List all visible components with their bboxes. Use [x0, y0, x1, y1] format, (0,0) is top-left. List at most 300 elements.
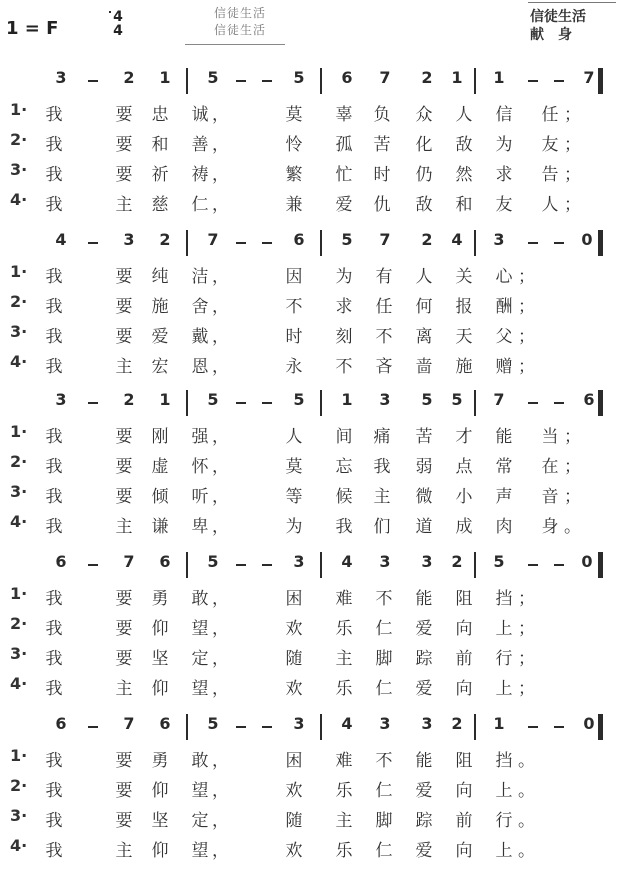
lyric-syllable: 我 [45, 589, 63, 609]
lyric-syllable: 祷 [191, 165, 209, 185]
note: 4 [341, 552, 353, 571]
lyric-syllable: 吝 [375, 357, 393, 377]
lyric-syllable: 莫 [285, 457, 303, 477]
lyric-syllable: 为 [285, 517, 303, 537]
sustain-dash [554, 726, 564, 728]
lyric-syllable: 告 [541, 165, 559, 185]
punctuation: ， [212, 649, 229, 669]
lyric-syllable: 为 [335, 267, 353, 287]
note: 6 [55, 714, 67, 733]
lyric-syllable: 要 [115, 105, 133, 125]
lyric-syllable: 欢 [285, 679, 303, 699]
lyric-syllable: 我 [45, 751, 63, 771]
barline [598, 390, 603, 416]
note: 4 [451, 230, 463, 249]
note: 2 [123, 68, 135, 87]
barline [474, 552, 476, 578]
lyric-syllable: 主 [115, 357, 133, 377]
punctuation: 。 [518, 811, 535, 831]
sustain-dash [554, 242, 564, 244]
lyric-syllable: 爱 [151, 327, 169, 347]
lyric-syllable: 身 [541, 517, 559, 537]
lyric-row [0, 292, 625, 316]
punctuation: ； [518, 619, 535, 639]
note: 4 [55, 230, 67, 249]
lyric-syllable: 们 [373, 517, 391, 537]
lyric-syllable: 欢 [285, 619, 303, 639]
lyric-syllable: 要 [115, 487, 133, 507]
lyric-syllable: 任 [375, 297, 393, 317]
punctuation: ， [212, 841, 229, 861]
lyric-syllable: 向 [455, 679, 473, 699]
lyric-syllable: 能 [415, 751, 433, 771]
lyric-syllable: 才 [455, 427, 473, 447]
lyric-syllable: 踪 [415, 649, 433, 669]
lyric-row [0, 452, 625, 476]
note: 3 [379, 390, 391, 409]
lyric-syllable: 要 [115, 811, 133, 831]
lyric-syllable: 行 [495, 649, 513, 669]
lyric-syllable: 随 [285, 649, 303, 669]
lyric-syllable: 和 [151, 135, 169, 155]
note: 5 [207, 552, 219, 571]
lyric-syllable: 主 [335, 811, 353, 831]
note: 5 [341, 230, 353, 249]
lyric-syllable: 友 [495, 195, 513, 215]
note: 3 [421, 714, 433, 733]
verse-number: 1· [10, 422, 28, 441]
lyric-syllable: 行 [495, 811, 513, 831]
lyric-syllable: 我 [373, 457, 391, 477]
lyric-syllable: 刻 [335, 327, 353, 347]
barline [186, 230, 188, 256]
lyric-syllable: 爱 [415, 679, 433, 699]
punctuation: ； [518, 679, 535, 699]
lyric-syllable: 天 [455, 327, 473, 347]
punctuation: ， [212, 297, 229, 317]
lyric-syllable: 父 [495, 327, 513, 347]
note: 7 [123, 552, 135, 571]
note: 6 [341, 68, 353, 87]
sustain-dash [262, 402, 272, 404]
lyric-syllable: 微 [415, 487, 433, 507]
punctuation: ， [212, 457, 229, 477]
sustain-dash [88, 80, 98, 82]
note: 7 [379, 230, 391, 249]
lyric-syllable: 弱 [415, 457, 433, 477]
note: 1 [341, 390, 353, 409]
punctuation: ； [564, 457, 581, 477]
note: 1 [451, 68, 463, 87]
lyric-syllable: 勇 [151, 751, 169, 771]
lyric-row [0, 482, 625, 506]
lyric-syllable: 望 [191, 781, 209, 801]
lyric-syllable: 要 [115, 327, 133, 347]
punctuation: ， [212, 357, 229, 377]
lyric-syllable: 怀 [191, 457, 209, 477]
punctuation: ， [212, 427, 229, 447]
lyric-syllable: 我 [45, 427, 63, 447]
sustain-dash [236, 564, 246, 566]
lyric-syllable: 我 [45, 457, 63, 477]
attribution-topic: 献 身 [530, 27, 572, 43]
lyric-syllable: 慈 [151, 195, 169, 215]
lyric-syllable: 时 [285, 327, 303, 347]
note: 4 [341, 714, 353, 733]
lyric-syllable: 乐 [335, 619, 353, 639]
lyric-row [0, 422, 625, 446]
lyric-syllable: 孤 [335, 135, 353, 155]
barline [474, 68, 476, 94]
lyric-syllable: 辜 [335, 105, 353, 125]
lyric-syllable: 不 [285, 297, 303, 317]
lyric-syllable: 我 [45, 517, 63, 537]
verse-number: 4· [10, 512, 28, 531]
lyric-syllable: 繁 [285, 165, 303, 185]
lyric-syllable: 诚 [191, 105, 209, 125]
lyric-syllable: 主 [373, 487, 391, 507]
time-signature [109, 10, 127, 38]
lyric-syllable: 心 [495, 267, 513, 287]
barline [598, 552, 603, 578]
lyric-syllable: 众 [415, 105, 433, 125]
sustain-dash [88, 242, 98, 244]
lyric-syllable: 我 [45, 267, 63, 287]
note: 5 [493, 552, 505, 571]
punctuation: ； [518, 649, 535, 669]
lyric-syllable: 为 [495, 135, 513, 155]
punctuation: ， [212, 267, 229, 287]
note: 1 [159, 68, 171, 87]
lyric-syllable: 我 [45, 135, 63, 155]
lyric-syllable: 主 [115, 841, 133, 861]
lyric-syllable: 虚 [151, 457, 169, 477]
lyric-syllable: 阻 [455, 589, 473, 609]
punctuation: ； [564, 105, 581, 125]
lyric-syllable: 痛 [373, 427, 391, 447]
lyric-syllable: 忠 [151, 105, 169, 125]
lyric-syllable: 不 [375, 589, 393, 609]
sustain-dash [262, 242, 272, 244]
lyric-syllable: 怜 [285, 135, 303, 155]
note: 6 [55, 552, 67, 571]
lyric-row [0, 644, 625, 668]
note: 3 [55, 390, 67, 409]
punctuation: ， [212, 679, 229, 699]
note: 3 [379, 552, 391, 571]
lyric-syllable: 踪 [415, 811, 433, 831]
lyric-syllable: 主 [115, 517, 133, 537]
barline [320, 68, 322, 94]
lyric-syllable: 要 [115, 619, 133, 639]
lyric-syllable: 敌 [415, 195, 433, 215]
note: 5 [207, 714, 219, 733]
lyric-syllable: 向 [455, 841, 473, 861]
lyric-syllable: 听 [191, 487, 209, 507]
lyric-syllable: 挡 [495, 589, 513, 609]
lyric-syllable: 人 [285, 427, 303, 447]
lyric-syllable: 仁 [375, 679, 393, 699]
lyric-syllable: 求 [335, 297, 353, 317]
barline [474, 230, 476, 256]
verse-number: 4· [10, 352, 28, 371]
sustain-dash [528, 564, 538, 566]
barline [186, 714, 188, 740]
notes-row [0, 390, 625, 416]
punctuation: ， [212, 487, 229, 507]
lyric-row [0, 130, 625, 154]
verse-number: 3· [10, 806, 28, 825]
lyric-syllable: 仁 [191, 195, 209, 215]
lyric-syllable: 倾 [151, 487, 169, 507]
lyric-syllable: 我 [335, 517, 353, 537]
punctuation: ； [518, 267, 535, 287]
note: 2 [123, 390, 135, 409]
lyric-syllable: 宏 [151, 357, 169, 377]
punctuation: ， [212, 811, 229, 831]
punctuation: ， [212, 165, 229, 185]
lyric-syllable: 仁 [375, 619, 393, 639]
lyric-syllable: 报 [455, 297, 473, 317]
lyric-syllable: 纯 [151, 267, 169, 287]
lyric-syllable: 定 [191, 649, 209, 669]
lyric-syllable: 仰 [151, 619, 169, 639]
notes-row [0, 552, 625, 578]
punctuation: 。 [518, 751, 535, 771]
verse-number: 4· [10, 836, 28, 855]
lyric-syllable: 爱 [335, 195, 353, 215]
barline [598, 68, 603, 94]
lyric-row [0, 746, 625, 770]
sustain-dash [262, 726, 272, 728]
note: 3 [55, 68, 67, 87]
lyric-syllable: 要 [115, 165, 133, 185]
sustain-dash [554, 564, 564, 566]
lyric-syllable: 望 [191, 841, 209, 861]
punctuation: ， [212, 751, 229, 771]
key-signature: 1 = F [6, 18, 59, 39]
lyric-row [0, 674, 625, 698]
note: 5 [421, 390, 433, 409]
lyric-syllable: 人 [541, 195, 559, 215]
lyric-syllable: 要 [115, 457, 133, 477]
note: 3 [421, 552, 433, 571]
lyric-syllable: 时 [373, 165, 391, 185]
lyric-syllable: 不 [335, 357, 353, 377]
lyric-syllable: 要 [115, 297, 133, 317]
note: 0 [583, 714, 595, 733]
lyric-syllable: 我 [45, 619, 63, 639]
note: 2 [159, 230, 171, 249]
lyric-syllable: 化 [415, 135, 433, 155]
lyric-syllable: 人 [455, 105, 473, 125]
lyric-syllable: 友 [541, 135, 559, 155]
punctuation: ， [212, 619, 229, 639]
note: 3 [293, 714, 305, 733]
verse-number: 1· [10, 100, 28, 119]
lyric-syllable: 永 [285, 357, 303, 377]
punctuation: ， [212, 195, 229, 215]
lyric-syllable: 向 [455, 619, 473, 639]
lyric-syllable: 主 [335, 649, 353, 669]
lyric-row [0, 836, 625, 860]
lyric-syllable: 爱 [415, 781, 433, 801]
note: 1 [493, 68, 505, 87]
lyric-syllable: 爱 [415, 619, 433, 639]
note: 6 [159, 552, 171, 571]
note: 3 [293, 552, 305, 571]
lyric-syllable: 当 [541, 427, 559, 447]
lyric-syllable: 肉 [495, 517, 513, 537]
sustain-dash [528, 402, 538, 404]
verse-number: 2· [10, 776, 28, 795]
punctuation: ； [518, 297, 535, 317]
sustain-dash [236, 80, 246, 82]
note: 7 [379, 68, 391, 87]
note: 3 [379, 714, 391, 733]
lyric-syllable: 强 [191, 427, 209, 447]
barline [598, 714, 603, 740]
lyric-syllable: 乐 [335, 679, 353, 699]
lyric-syllable: 仍 [415, 165, 433, 185]
verse-number: 4· [10, 190, 28, 209]
punctuation: ， [212, 327, 229, 347]
lyric-syllable: 信 [495, 105, 513, 125]
barline [474, 714, 476, 740]
lyric-syllable: 爱 [415, 841, 433, 861]
lyric-syllable: 谦 [151, 517, 169, 537]
title-rule [185, 44, 285, 45]
lyric-syllable: 我 [45, 327, 63, 347]
verse-number: 1· [10, 584, 28, 603]
lyric-row [0, 776, 625, 800]
lyric-syllable: 阻 [455, 751, 473, 771]
sustain-dash [236, 402, 246, 404]
lyric-syllable: 上 [495, 841, 513, 861]
lyric-syllable: 苦 [415, 427, 433, 447]
lyric-syllable: 有 [375, 267, 393, 287]
lyric-syllable: 等 [285, 487, 303, 507]
lyric-syllable: 困 [285, 589, 303, 609]
sustain-dash [528, 80, 538, 82]
subtitle-line: 信徒生活 [213, 23, 266, 37]
note: 1 [159, 390, 171, 409]
sustain-dash [554, 80, 564, 82]
lyric-row [0, 190, 625, 214]
lyric-syllable: 和 [455, 195, 473, 215]
lyric-syllable: 施 [151, 297, 169, 317]
punctuation: ； [564, 427, 581, 447]
attribution-rule [528, 2, 616, 3]
lyric-syllable: 然 [455, 165, 473, 185]
lyric-syllable: 刚 [151, 427, 169, 447]
sustain-dash [262, 80, 272, 82]
lyric-syllable: 脚 [375, 811, 393, 831]
lyric-syllable: 成 [455, 517, 473, 537]
lyric-syllable: 候 [335, 487, 353, 507]
lyric-syllable: 莫 [285, 105, 303, 125]
lyric-syllable: 前 [455, 649, 473, 669]
lyric-syllable: 善 [191, 135, 209, 155]
lyric-syllable: 何 [415, 297, 433, 317]
note: 6 [293, 230, 305, 249]
barline [598, 230, 603, 256]
sustain-dash [236, 726, 246, 728]
lyric-syllable: 能 [415, 589, 433, 609]
lyric-syllable: 欢 [285, 841, 303, 861]
time-bottom: 4 [113, 23, 123, 39]
lyric-syllable: 脚 [375, 649, 393, 669]
lyric-row [0, 322, 625, 346]
note: 5 [207, 390, 219, 409]
lyric-syllable: 祈 [151, 165, 169, 185]
note: 3 [493, 230, 505, 249]
lyric-syllable: 声 [495, 487, 513, 507]
lyric-row [0, 584, 625, 608]
punctuation: ， [212, 589, 229, 609]
lyric-syllable: 我 [45, 781, 63, 801]
barline [320, 552, 322, 578]
lyric-syllable: 能 [495, 427, 513, 447]
notes-row [0, 230, 625, 256]
lyric-syllable: 难 [335, 589, 353, 609]
lyric-syllable: 欢 [285, 781, 303, 801]
lyric-syllable: 在 [541, 457, 559, 477]
punctuation: ； [518, 327, 535, 347]
note: 1 [493, 714, 505, 733]
title-line: 信徒生活 [213, 6, 266, 20]
lyric-syllable: 施 [455, 357, 473, 377]
lyric-syllable: 啬 [415, 357, 433, 377]
lyric-syllable: 洁 [191, 267, 209, 287]
verse-number: 3· [10, 322, 28, 341]
lyric-syllable: 我 [45, 105, 63, 125]
lyric-syllable: 间 [335, 427, 353, 447]
verse-number: 3· [10, 482, 28, 501]
note: 2 [421, 68, 433, 87]
sustain-dash [88, 402, 98, 404]
lyric-syllable: 挡 [495, 751, 513, 771]
lyric-syllable: 望 [191, 619, 209, 639]
lyric-syllable: 前 [455, 811, 473, 831]
lyric-syllable: 人 [415, 267, 433, 287]
lyric-syllable: 恩 [191, 357, 209, 377]
lyric-syllable: 乐 [335, 841, 353, 861]
lyric-syllable: 上 [495, 679, 513, 699]
note: 7 [207, 230, 219, 249]
verse-number: 4· [10, 674, 28, 693]
lyric-syllable: 敢 [191, 751, 209, 771]
lyric-syllable: 随 [285, 811, 303, 831]
lyric-row [0, 160, 625, 184]
barline [320, 714, 322, 740]
lyric-syllable: 我 [45, 679, 63, 699]
lyric-syllable: 要 [115, 649, 133, 669]
sustain-dash [528, 726, 538, 728]
note: 3 [123, 230, 135, 249]
lyric-row [0, 262, 625, 286]
lyric-syllable: 上 [495, 781, 513, 801]
lyric-syllable: 仰 [151, 841, 169, 861]
lyric-syllable: 望 [191, 679, 209, 699]
lyric-syllable: 我 [45, 649, 63, 669]
note: 7 [493, 390, 505, 409]
lyric-syllable: 敌 [455, 135, 473, 155]
sustain-dash [528, 242, 538, 244]
lyric-syllable: 仰 [151, 781, 169, 801]
note: 7 [583, 68, 595, 87]
lyric-syllable: 音 [541, 487, 559, 507]
